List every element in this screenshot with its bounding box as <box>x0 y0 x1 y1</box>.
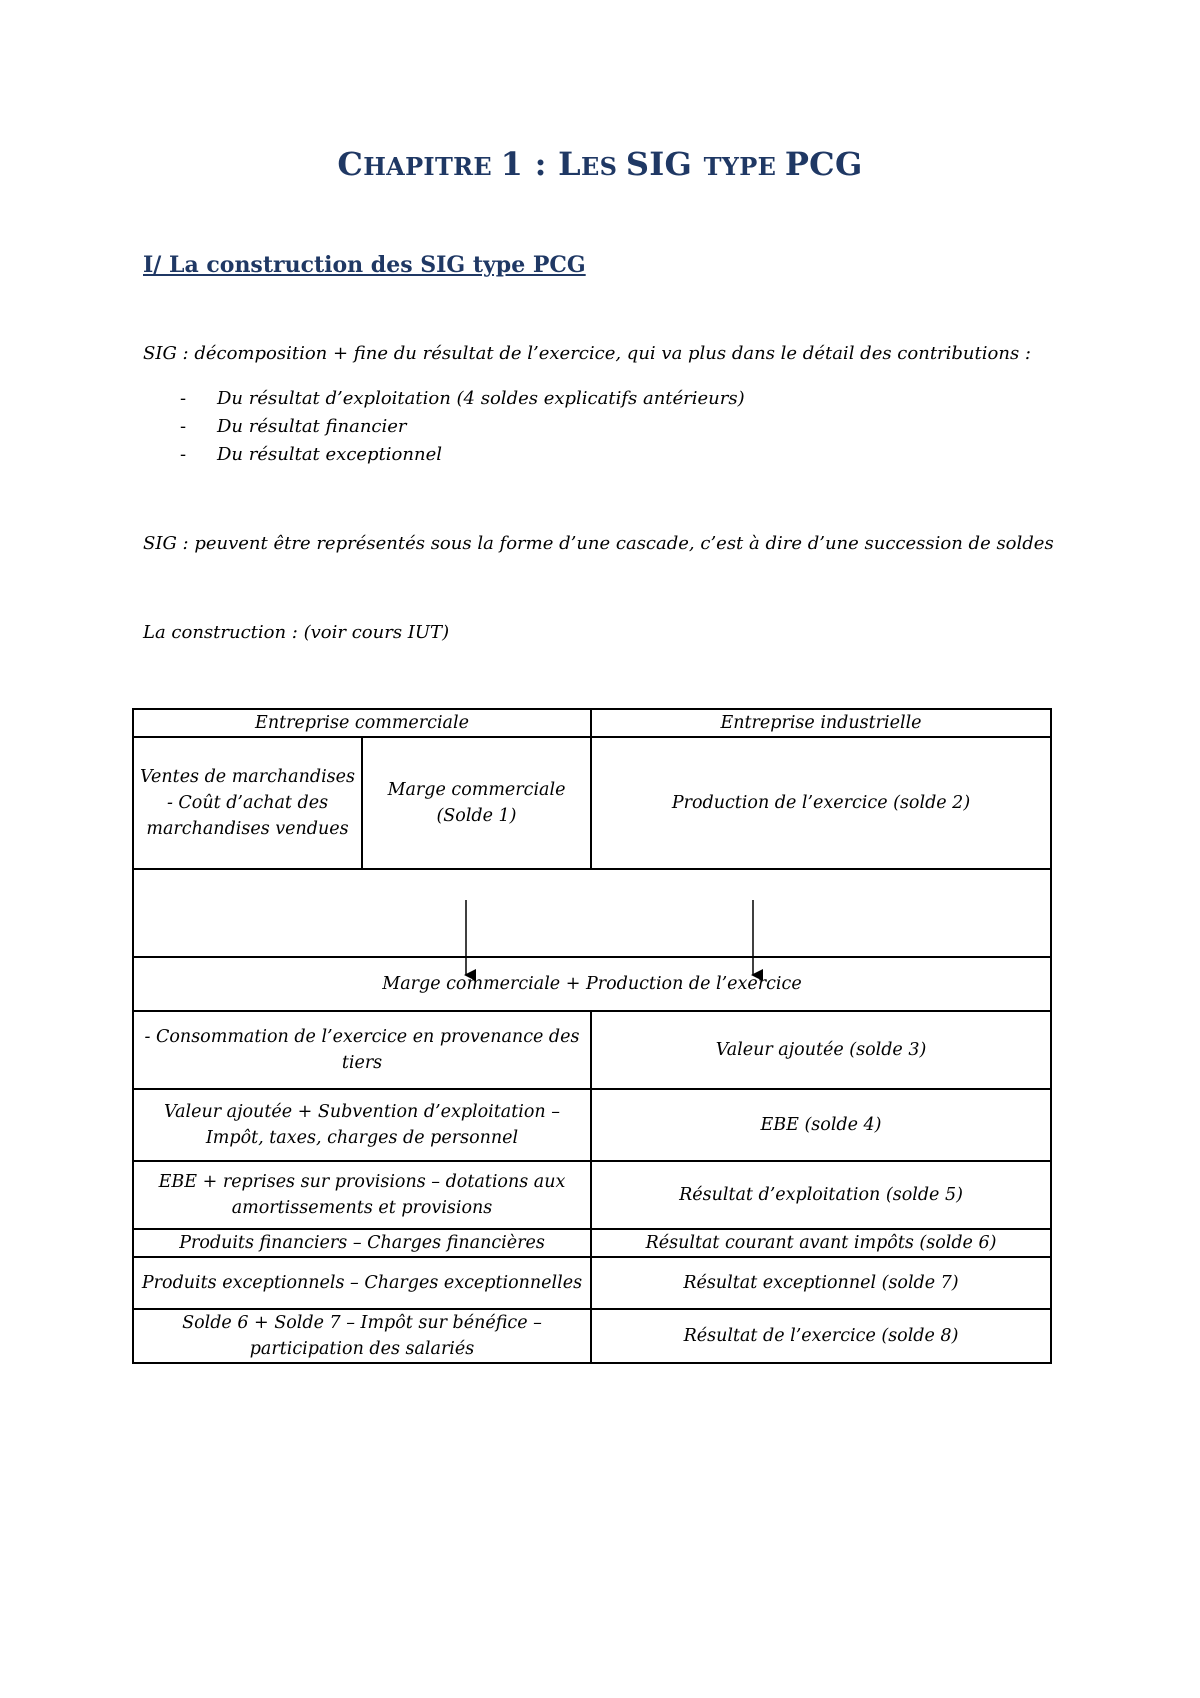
table-row <box>133 737 1051 869</box>
row-left-cell: Valeur ajoutée + Subvention d’exploitation – Impôt, taxes, charges de personnel <box>133 1089 591 1161</box>
chapter-title-part: TYPE <box>703 152 785 181</box>
section-heading: I/ La construction des SIG type PCG <box>143 252 586 278</box>
sum-cell: Marge commerciale + Production de l’exercice <box>133 957 1051 1011</box>
sig-definition: SIG : décomposition + fine du résultat de l’exercice, qui va plus dans le détail des contributions : <box>143 343 1031 364</box>
cascade-paragraph: SIG : peuvent être représentés sous la forme d’une cascade, c’est à dire d’une succession de soldes <box>143 533 1054 554</box>
table-row <box>133 1161 1051 1229</box>
ventes-cell: Ventes de marchandises - Coût d’achat des marchandises vendues <box>133 737 362 869</box>
chapter-title-part: ES <box>580 152 626 181</box>
row-left-cell: EBE + reprises sur provisions – dotations aux amortissements et provisions <box>133 1161 591 1229</box>
row-left-cell: Produits exceptionnels – Charges exceptionnelles <box>133 1257 591 1309</box>
table-header-row <box>133 709 1051 737</box>
chapter-title-part: 1 : L <box>500 145 581 183</box>
row-right-cell: EBE (solde 4) <box>591 1089 1051 1161</box>
list-item <box>180 388 745 416</box>
row-left-cell: Solde 6 + Solde 7 – Impôt sur bénéfice – participation des salariés <box>133 1309 591 1363</box>
construction-paragraph: La construction : (voir cours IUT) <box>143 622 450 643</box>
chapter-title <box>0 145 1200 183</box>
row-right-cell: Résultat exceptionnel (solde 7) <box>591 1257 1051 1309</box>
row-right-cell: Valeur ajoutée (solde 3) <box>591 1011 1051 1089</box>
production-cell: Production de l’exercice (solde 2) <box>591 737 1051 869</box>
table-row <box>133 1229 1051 1257</box>
row-right-cell: Résultat courant avant impôts (solde 6) <box>591 1229 1051 1257</box>
bullet-marker: - <box>180 444 187 465</box>
list-item <box>180 416 745 444</box>
arrow-row <box>133 869 1051 957</box>
chapter-title-part: PCG <box>784 145 863 183</box>
bullet-marker: - <box>180 416 187 437</box>
header-commerciale: Entreprise commerciale <box>133 709 591 737</box>
table-row <box>133 957 1051 1011</box>
chapter-title-part: HAPITRE <box>363 152 501 181</box>
list-item-text: Du résultat exceptionnel <box>217 444 442 465</box>
list-item <box>180 444 745 472</box>
list-item-text: Du résultat d’exploitation (4 soldes explicatifs antérieurs) <box>217 388 745 409</box>
header-industrielle: Entreprise industrielle <box>591 709 1051 737</box>
table-row <box>133 1257 1051 1309</box>
marge-cell: Marge commerciale (Solde 1) <box>362 737 591 869</box>
table-row <box>133 1309 1051 1363</box>
table-row <box>133 1011 1051 1089</box>
bullet-marker: - <box>180 388 187 409</box>
row-left-cell: - Consommation de l’exercice en provenance des tiers <box>133 1011 591 1089</box>
table-row <box>133 1089 1051 1161</box>
chapter-title-part: C <box>337 145 364 183</box>
list-item-text: Du résultat financier <box>217 416 407 437</box>
arrow-cell <box>133 869 1051 957</box>
row-right-cell: Résultat de l’exercice (solde 8) <box>591 1309 1051 1363</box>
chapter-title-part: SIG <box>625 145 704 183</box>
bullet-list <box>180 388 745 472</box>
row-left-cell: Produits financiers – Charges financières <box>133 1229 591 1257</box>
sig-table <box>132 708 1052 1364</box>
row-right-cell: Résultat d’exploitation (solde 5) <box>591 1161 1051 1229</box>
